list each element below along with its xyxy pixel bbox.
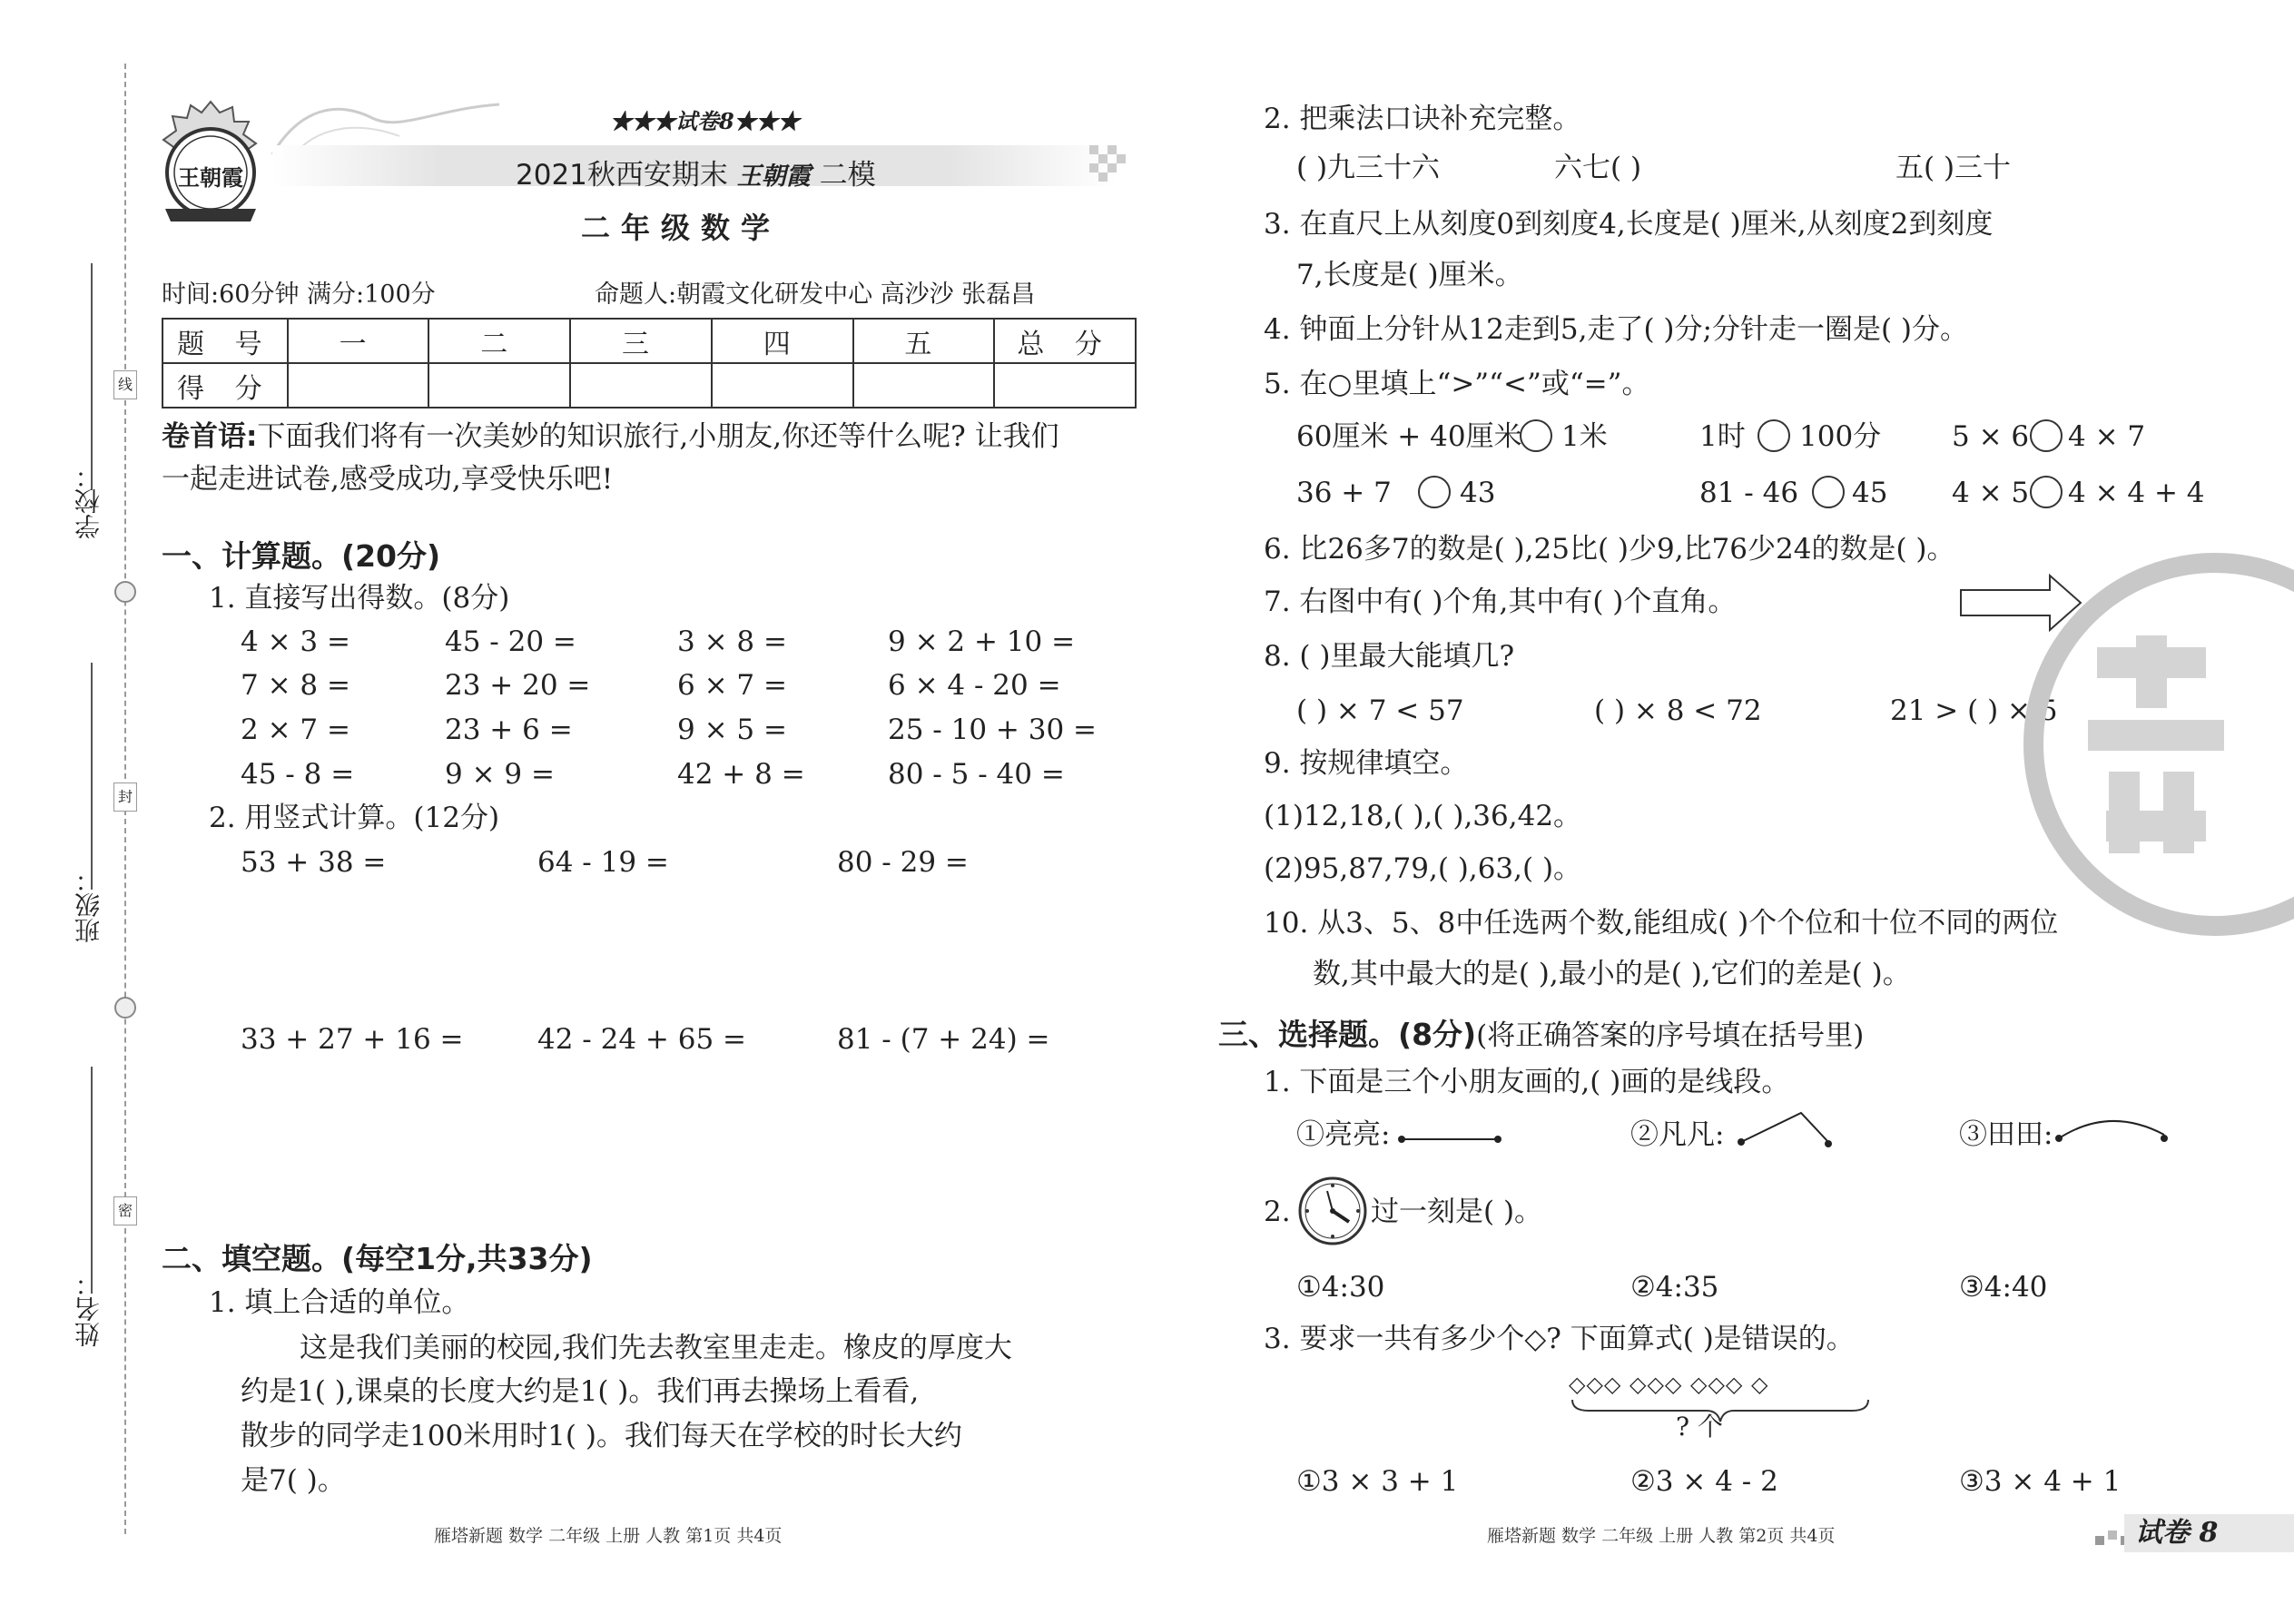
- section2-q9-2: (2)95,87,79,( ),63,( )。: [1264, 852, 1582, 885]
- class-label: 班级：: [74, 867, 103, 943]
- compare-right: 43: [1460, 477, 1496, 509]
- section2-q8: 8. ( )里最大能填几?: [1264, 640, 1515, 673]
- binding-ring: [114, 997, 136, 1019]
- exam-badge: ★★★试卷8★★★: [610, 108, 800, 134]
- seal-watermark: [2024, 554, 2224, 935]
- section2-q3-line2: 7,长度是( )厘米。: [1296, 259, 1523, 291]
- q2-option: ③4:40: [1959, 1271, 2048, 1304]
- calc-item: 42 + 8 =: [677, 758, 805, 791]
- section2-q1-line: 是7( )。: [241, 1464, 346, 1497]
- score-input-cell[interactable]: [712, 363, 853, 408]
- footer-left: 雁塔新题 数学 二年级 上册 人教 第1页 共4页: [434, 1526, 783, 1546]
- score-input-cell[interactable]: [853, 363, 995, 408]
- author-info: 命题人:朝霞文化研发中心 高沙沙 张磊昌: [595, 281, 1036, 309]
- footer-right: 雁塔新题 数学 二年级 上册 人教 第2页 共4页: [1487, 1526, 1836, 1546]
- score-cell: 题 号: [162, 319, 288, 363]
- diamond-row: ◇◇◇ ◇◇◇ ◇◇◇ ◇: [1569, 1372, 1769, 1397]
- time-info: 时间:60分钟 满分:100分: [162, 281, 436, 309]
- section3-q2-prefix: 2.: [1264, 1196, 1291, 1228]
- section3-q1: 1. 下面是三个小朋友画的,( )画的是线段。: [1264, 1066, 1790, 1098]
- exam-title-suffix: 二模: [819, 159, 876, 192]
- compare-left: 4 × 5: [1952, 477, 2030, 509]
- calc-item: 45 - 20 =: [445, 625, 576, 658]
- compare-left: 81 - 46: [1699, 477, 1799, 509]
- section2-q3-line1: 3. 在直尺上从刻度0到刻度4,长度是( )厘米,从刻度2到刻度: [1264, 208, 1994, 241]
- q8-item: 21 > ( ) × 5: [1890, 694, 2058, 727]
- preface-line2: 一起走进试卷,感受成功,享受快乐吧!: [162, 463, 614, 496]
- clock-icon: [1296, 1175, 1369, 1247]
- score-table: [162, 318, 1137, 408]
- calc-item: 25 - 10 + 30 =: [888, 714, 1098, 746]
- seal-char-seal: 封: [113, 782, 137, 812]
- section2-q1-title: 1. 填上合适的单位。: [209, 1286, 470, 1319]
- section3-q2-text: 过一刻是( )。: [1371, 1196, 1543, 1228]
- section2-q2: 2. 把乘法口诀补充完整。: [1264, 103, 1581, 135]
- score-input-cell[interactable]: [994, 363, 1136, 408]
- section2-title: 二、填空题。(每空1分,共33分): [162, 1241, 593, 1276]
- section3-title: 三、选择题。(8分): [1218, 1017, 1477, 1052]
- compare-circle[interactable]: [1520, 419, 1552, 452]
- class-underline: [91, 663, 93, 890]
- q8-item: ( ) × 8 < 72: [1594, 694, 1762, 727]
- segment-drawing: [1398, 1130, 1507, 1148]
- section2-q9: 9. 按规律填空。: [1264, 747, 1469, 780]
- score-input-cell[interactable]: [570, 363, 712, 408]
- section2-q10-line2: 数,其中最大的是( ),最小的是( ),它们的差是( )。: [1313, 958, 1911, 990]
- q1-option: ③田田:: [1959, 1118, 2053, 1151]
- score-cell: 五: [853, 319, 995, 363]
- broken-line-drawing: [1738, 1106, 1837, 1151]
- section1-q1-title: 1. 直接写出得数。(8分): [209, 582, 510, 615]
- score-cell: 四: [712, 319, 853, 363]
- section1-q2-title: 2. 用竖式计算。(12分): [209, 802, 500, 834]
- q3-option: ③3 × 4 + 1: [1959, 1465, 2122, 1498]
- footer-badge: 试卷 8: [2135, 1517, 2219, 1549]
- exam-title: [516, 152, 876, 192]
- score-cell: 三: [570, 319, 712, 363]
- q2-option: ②4:35: [1630, 1271, 1719, 1304]
- school-label: 学校：: [74, 463, 103, 539]
- banner-checker: [1089, 145, 1144, 186]
- calc-item: 7 × 8 =: [241, 669, 350, 702]
- section2-q6: 6. 比26多7的数是( ),25比( )少9,比76少24的数是( )。: [1264, 533, 1955, 566]
- preface-text: 下面我们将有一次美妙的知识旅行,小朋友,你还等什么呢? 让我们: [257, 420, 1059, 453]
- q8-item: ( ) × 7 < 57: [1296, 694, 1464, 727]
- section2-q1-line: 散步的同学走100米用时1( )。我们每天在学校的时长大约: [241, 1420, 962, 1452]
- score-input-cell[interactable]: [288, 363, 429, 408]
- compare-left: 36 + 7: [1296, 477, 1392, 509]
- calc-item: 6 × 4 - 20 =: [888, 669, 1061, 702]
- calc-item: 9 × 2 + 10 =: [888, 625, 1076, 658]
- name-underline: [91, 1067, 93, 1294]
- section2-q1-line: 约是1( ),课桌的长度大约是1( )。我们再去操场上看看,: [241, 1375, 920, 1408]
- section3-q3: 3. 要求一共有多少个◇? 下面算式( )是错误的。: [1264, 1323, 1855, 1355]
- score-row-label: 得 分: [162, 363, 288, 408]
- section1-title: 一、计算题。(20分): [162, 538, 441, 574]
- brand-logo: [156, 100, 265, 227]
- score-cell: 一: [288, 319, 429, 363]
- section2-q4: 4. 钟面上分针从12走到5,走了( )分;分针走一圈是( )分。: [1264, 313, 1968, 346]
- compare-right: 4 × 4 + 4: [2068, 477, 2205, 509]
- q3-option: ①3 × 3 + 1: [1296, 1465, 1459, 1498]
- exam-title-text: 2021秋西安期末: [516, 159, 728, 192]
- calc-item: 3 × 8 =: [677, 625, 787, 658]
- compare-left: 1时: [1699, 420, 1746, 453]
- score-input-cell[interactable]: [428, 363, 570, 408]
- q2-option: ①4:30: [1296, 1271, 1385, 1304]
- section2-q1-line: 这是我们美丽的校园,我们先去教室里走走。橡皮的厚度大: [300, 1332, 1012, 1364]
- score-table-score-row: [162, 363, 1136, 408]
- brace-label: ? 个: [1676, 1412, 1723, 1442]
- q3-option: ②3 × 4 - 2: [1630, 1465, 1778, 1498]
- compare-right: 1米: [1561, 420, 1608, 453]
- compare-right: 45: [1852, 477, 1888, 509]
- vertical-calc-item: 80 - 29 =: [837, 846, 969, 879]
- calc-item: 9 × 5 =: [677, 714, 787, 746]
- q1-option: ②凡凡:: [1630, 1118, 1725, 1151]
- vertical-calc-item: 64 - 19 =: [537, 846, 669, 879]
- section3-title-note: (将正确答案的序号填在括号里): [1476, 1019, 1865, 1052]
- section2-q10-line1: 10. 从3、5、8中任选两个数,能组成( )个个位和十位不同的两位: [1264, 907, 2059, 940]
- vertical-calc-item: 81 - (7 + 24) =: [837, 1023, 1050, 1056]
- calc-item: 80 - 5 - 40 =: [888, 758, 1065, 791]
- compare-circle[interactable]: [2030, 476, 2063, 508]
- seal-char-line: 线: [113, 370, 137, 399]
- score-cell: 二: [428, 319, 570, 363]
- section2-q7: 7. 右图中有( )个角,其中有( )个直角。: [1264, 586, 1737, 618]
- vertical-calc-item: 33 + 27 + 16 =: [241, 1023, 464, 1056]
- calc-item: 45 - 8 =: [241, 758, 355, 791]
- calc-item: 9 × 9 =: [445, 758, 555, 791]
- binding-ring: [114, 581, 136, 603]
- vertical-calc-item: 53 + 38 =: [241, 846, 387, 879]
- compare-right: 4 × 7: [2068, 420, 2146, 453]
- compare-right: 100分: [1799, 420, 1882, 453]
- seal-char-secret: 密: [113, 1196, 137, 1225]
- calc-item: 23 + 6 =: [445, 714, 573, 746]
- section2-q9-1: (1)12,18,( ),( ),36,42。: [1264, 800, 1582, 832]
- name-label: 姓名：: [74, 1271, 103, 1347]
- q2-item: ( )九三十六: [1296, 152, 1441, 184]
- compare-circle[interactable]: [1812, 476, 1845, 508]
- calc-item: 23 + 20 =: [445, 669, 591, 702]
- compare-circle[interactable]: [1418, 476, 1451, 508]
- logo-text: 王朝霞: [178, 164, 243, 191]
- compare-left: 5 × 6: [1952, 420, 2030, 453]
- school-underline: [91, 263, 93, 490]
- section3-title-row: [1218, 1012, 1864, 1053]
- preface-line1: [162, 420, 1059, 453]
- curve-drawing: [2055, 1113, 2173, 1149]
- compare-left: 60厘米 + 40厘米: [1296, 420, 1522, 453]
- calc-item: 6 × 7 =: [677, 669, 787, 702]
- calc-item: 2 × 7 =: [241, 714, 350, 746]
- q1-option: ①亮亮:: [1296, 1118, 1391, 1151]
- compare-circle[interactable]: [2030, 419, 2063, 452]
- exam-brand: 王朝霞: [736, 162, 811, 191]
- compare-circle[interactable]: [1757, 419, 1790, 452]
- q2-item: 六七( ): [1554, 152, 1642, 184]
- q2-item: 五( )三十: [1895, 152, 2012, 184]
- preface-label: 卷首语:: [162, 420, 258, 453]
- calc-item: 4 × 3 =: [241, 625, 350, 658]
- subject-title: 二年级数学: [581, 211, 782, 245]
- vertical-calc-item: 42 - 24 + 65 =: [537, 1023, 747, 1056]
- section2-q5: 5. 在○里填上“>”“<”或“=”。: [1264, 368, 1650, 400]
- score-table-header-row: [162, 319, 1136, 363]
- score-cell: 总 分: [994, 319, 1136, 363]
